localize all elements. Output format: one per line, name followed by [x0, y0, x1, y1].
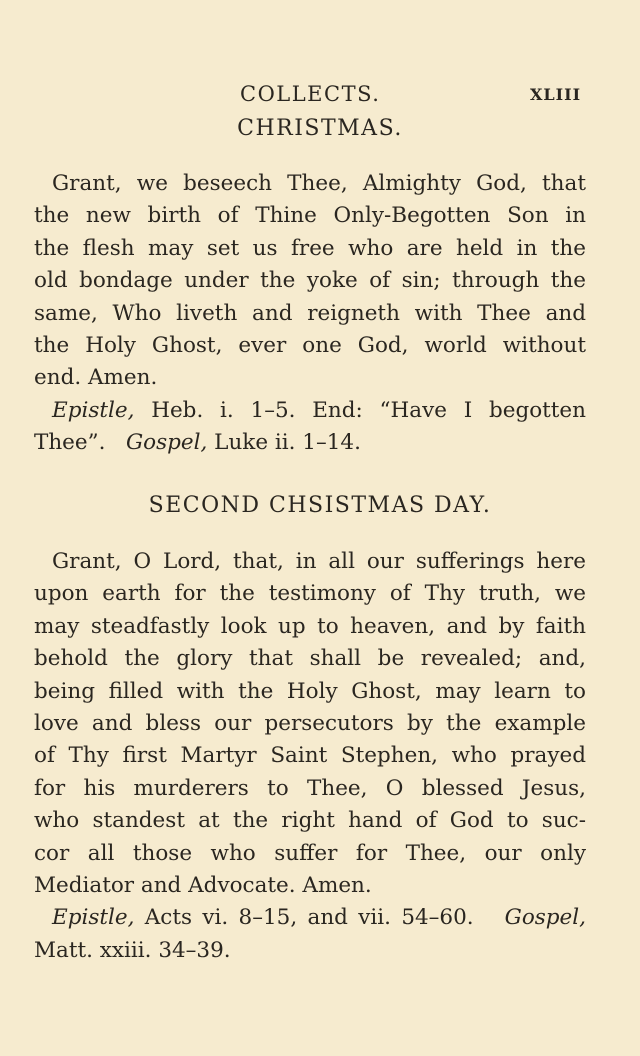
collect-second-christmas-day	[34, 546, 586, 967]
collect-line: for his murderers to Thee, O blessed Jesus,	[34, 775, 586, 801]
collect-line: of Thy first Martyr Saint Stephen, who prayed	[34, 743, 586, 769]
collect-line: cor all those who suffer for Thee, our only	[34, 840, 586, 866]
collect-line: end. Amen.	[34, 365, 158, 391]
collect-christmas	[34, 168, 586, 460]
lesson-line	[34, 902, 586, 934]
collect-line: old bondage under the yoke of sin; through the	[34, 268, 586, 294]
epistle-reference: Heb. i. 1–5. End: “Have I begotten	[134, 397, 586, 423]
lesson-line	[34, 935, 586, 967]
lesson-line	[34, 427, 586, 459]
section-title-christmas: CHRISTMAS.	[237, 116, 403, 141]
running-head	[0, 80, 640, 110]
page-number: XLIII	[530, 85, 582, 104]
collect-line: behold the glory that shall be revealed; and,	[34, 646, 586, 672]
collect-line: love and bless our persecutors by the example	[34, 710, 586, 736]
collect-line: the new birth of Thine Only-Begotten Son in	[34, 203, 586, 229]
collect-line: Grant, we beseech Thee, Almighty God, that	[52, 171, 586, 196]
epistle-continuation: Thee”.	[34, 430, 106, 456]
gospel-label: Gospel,	[504, 905, 586, 931]
epistle-label: Epistle,	[52, 905, 135, 931]
running-title: COLLECTS.	[240, 82, 381, 106]
section-title-second-christmas-day: SECOND CHSISTMAS DAY.	[148, 493, 492, 518]
lesson-line	[34, 395, 586, 427]
collect-line: may steadfastly look up to heaven, and by faith	[34, 613, 586, 639]
gospel-reference: Matt. xxiii. 34–39.	[34, 937, 231, 963]
gospel-reference: Luke ii. 1–14.	[207, 430, 361, 456]
collect-line: the flesh may set us free who are held in the	[34, 235, 586, 261]
collect-line: Mediator and Advocate. Amen.	[34, 872, 372, 898]
collect-line: Grant, O Lord, that, in all our sufferings here	[52, 549, 586, 574]
gospel-label: Gospel,	[125, 430, 208, 456]
collect-line: same, Who liveth and reigneth with Thee and	[34, 300, 586, 326]
epistle-label: Epistle,	[52, 397, 135, 423]
collect-line: who standest at the right hand of God to suc-	[34, 808, 586, 834]
epistle-reference: Acts vi. 8–15, and vii. 54–60.	[134, 905, 474, 931]
collect-line: being filled with the Holy Ghost, may learn to	[34, 678, 586, 704]
collect-line: the Holy Ghost, ever one God, world without	[34, 332, 586, 358]
collect-line: upon earth for the testimony of Thy truth, we	[34, 581, 586, 607]
